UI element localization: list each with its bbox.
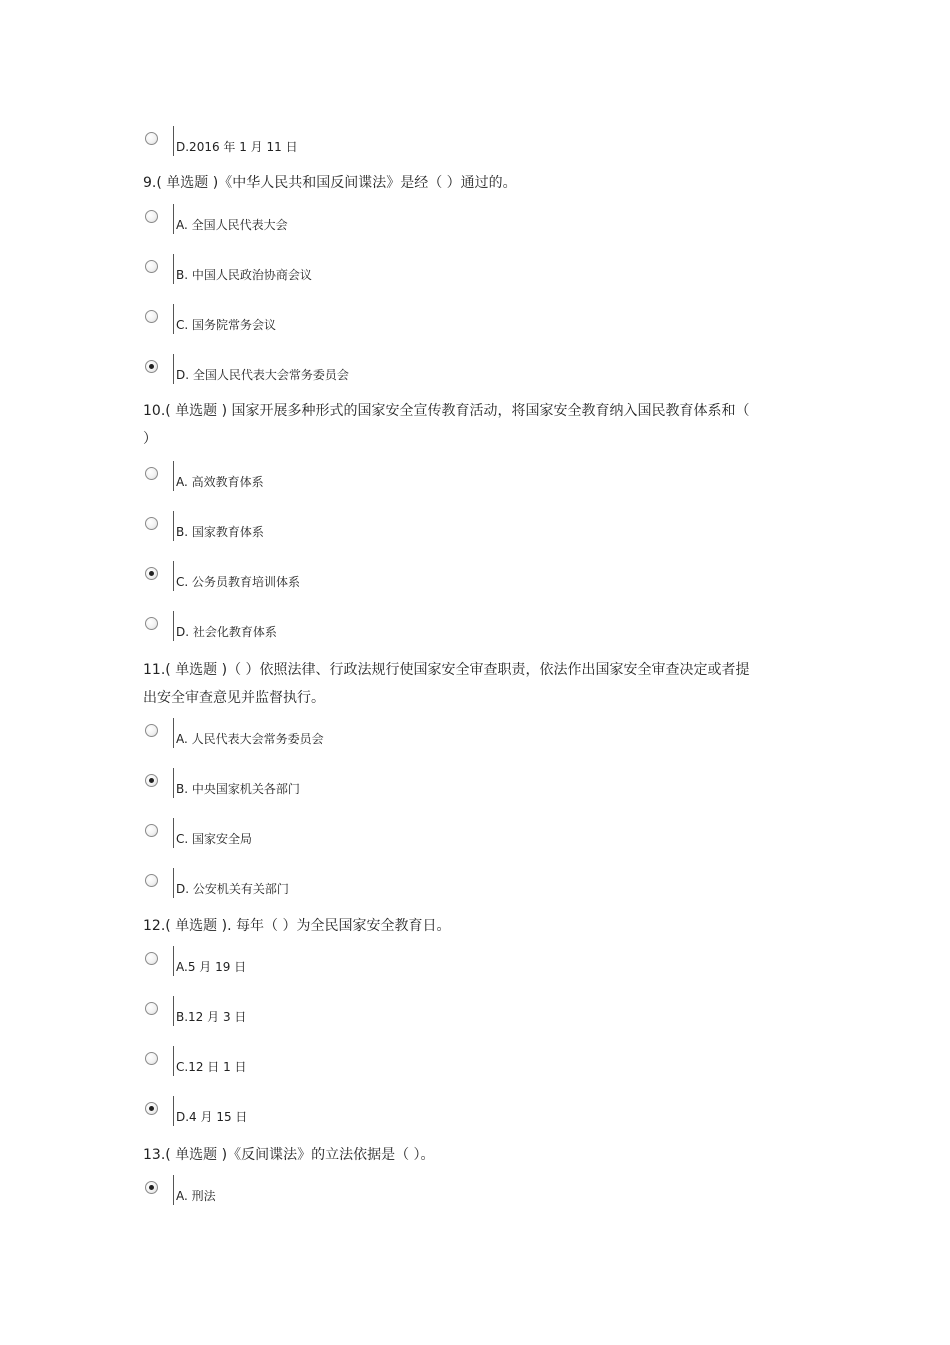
radio-button-selected[interactable] (145, 1181, 158, 1194)
option-divider (173, 818, 174, 848)
option-divider (173, 254, 174, 284)
option-label: C. 公务员教育培训体系 (176, 575, 301, 589)
option-divider (173, 304, 174, 334)
option-divider (173, 996, 174, 1026)
option-q12-a[interactable] (145, 952, 745, 986)
radio-button-selected[interactable] (145, 774, 158, 787)
option-divider (173, 946, 174, 976)
radio-button[interactable] (145, 260, 158, 273)
option-q12-b[interactable] (145, 1002, 745, 1036)
option-label: A. 刑法 (176, 1189, 216, 1203)
option-label: C.12 日 1 日 (176, 1060, 247, 1074)
question-9-text (143, 169, 758, 197)
question-type: 单选题 (175, 918, 218, 934)
option-q9-d[interactable] (145, 360, 745, 394)
radio-button-selected[interactable] (145, 567, 158, 580)
option-q11-b[interactable] (145, 774, 745, 808)
radio-button[interactable] (145, 467, 158, 480)
radio-button[interactable] (145, 517, 158, 530)
option-divider (173, 868, 174, 898)
option-label: D. 全国人民代表大会常务委员会 (176, 368, 349, 382)
option-q10-b[interactable] (145, 517, 745, 551)
option-divider (173, 1046, 174, 1076)
option-label: D.4 月 15 日 (176, 1110, 248, 1124)
option-divider (173, 511, 174, 541)
question-number: 9.( (143, 175, 162, 191)
option-divider (173, 204, 174, 234)
option-divider (173, 561, 174, 591)
option-q9-b[interactable] (145, 260, 745, 294)
radio-button-selected[interactable] (145, 1102, 158, 1115)
option-label: A. 全国人民代表大会 (176, 218, 288, 232)
option-q9-c[interactable] (145, 310, 745, 344)
radio-button[interactable] (145, 824, 158, 837)
radio-button[interactable] (145, 952, 158, 965)
option-q13-a[interactable] (145, 1181, 745, 1215)
question-body: ) 国家开展多种形式的国家安全宣传教育活动，将国家安全教育纳入国民教育体系和（ ） (143, 403, 750, 447)
question-number: 10.( (143, 403, 171, 419)
option-q11-d[interactable] (145, 874, 745, 908)
question-number: 12.( (143, 918, 171, 934)
option-label: D. 社会化教育体系 (176, 625, 277, 639)
radio-button[interactable] (145, 1002, 158, 1015)
radio-button[interactable] (145, 1052, 158, 1065)
question-type: 单选题 (175, 662, 218, 678)
radio-button-selected[interactable] (145, 360, 158, 373)
option-label: C. 国务院常务会议 (176, 318, 277, 332)
option-label: B. 中国人民政治协商会议 (176, 268, 312, 282)
option-q10-c[interactable] (145, 567, 745, 601)
option-label: A.5 月 19 日 (176, 960, 247, 974)
question-body: )《反间谍法》的立法依据是（ ）。 (221, 1147, 435, 1163)
option-divider (173, 611, 174, 641)
option-q11-a[interactable] (145, 724, 745, 758)
question-10-text (143, 397, 758, 453)
option-divider (173, 354, 174, 384)
radio-button[interactable] (145, 617, 158, 630)
question-11-text (143, 656, 758, 712)
option-q12-d[interactable] (145, 1102, 745, 1136)
option-label: A. 高效教育体系 (176, 475, 264, 489)
option-divider (173, 1096, 174, 1126)
option-label: D.2016 年 1 月 11 日 (176, 140, 298, 154)
option-divider (173, 461, 174, 491)
option-q8-d[interactable] (145, 132, 745, 166)
option-q10-d[interactable] (145, 617, 745, 651)
question-type: 单选题 (175, 403, 218, 419)
radio-button[interactable] (145, 210, 158, 223)
option-q12-c[interactable] (145, 1052, 745, 1086)
radio-button[interactable] (145, 132, 158, 145)
question-body: )《中华人民共和国反间谍法》是经（ ）通过的。 (212, 175, 517, 191)
question-number: 13.( (143, 1147, 171, 1163)
option-divider (173, 1175, 174, 1205)
question-type: 单选题 (175, 1147, 218, 1163)
option-label: B. 中央国家机关各部门 (176, 782, 300, 796)
question-13-text (143, 1141, 758, 1169)
option-label: D. 公安机关有关部门 (176, 882, 289, 896)
question-12-text (143, 912, 758, 940)
option-q11-c[interactable] (145, 824, 745, 858)
radio-button[interactable] (145, 724, 158, 737)
question-number: 11.( (143, 662, 171, 678)
option-label: B. 国家教育体系 (176, 525, 264, 539)
option-divider (173, 718, 174, 748)
radio-button[interactable] (145, 874, 158, 887)
option-divider (173, 768, 174, 798)
option-label: B.12 月 3 日 (176, 1010, 247, 1024)
question-body: ). 每年（ ）为全民国家安全教育日。 (221, 918, 451, 934)
question-type: 单选题 (166, 175, 209, 191)
question-body: )（ ）依照法律、行政法规行使国家安全审查职责，依法作出国家安全审查决定或者提出安全审查意见并监督执行。 (143, 662, 750, 706)
option-label: A. 人民代表大会常务委员会 (176, 732, 324, 746)
option-label: C. 国家安全局 (176, 832, 253, 846)
option-q9-a[interactable] (145, 210, 745, 244)
radio-button[interactable] (145, 310, 158, 323)
option-divider (173, 126, 174, 156)
option-q10-a[interactable] (145, 467, 745, 501)
